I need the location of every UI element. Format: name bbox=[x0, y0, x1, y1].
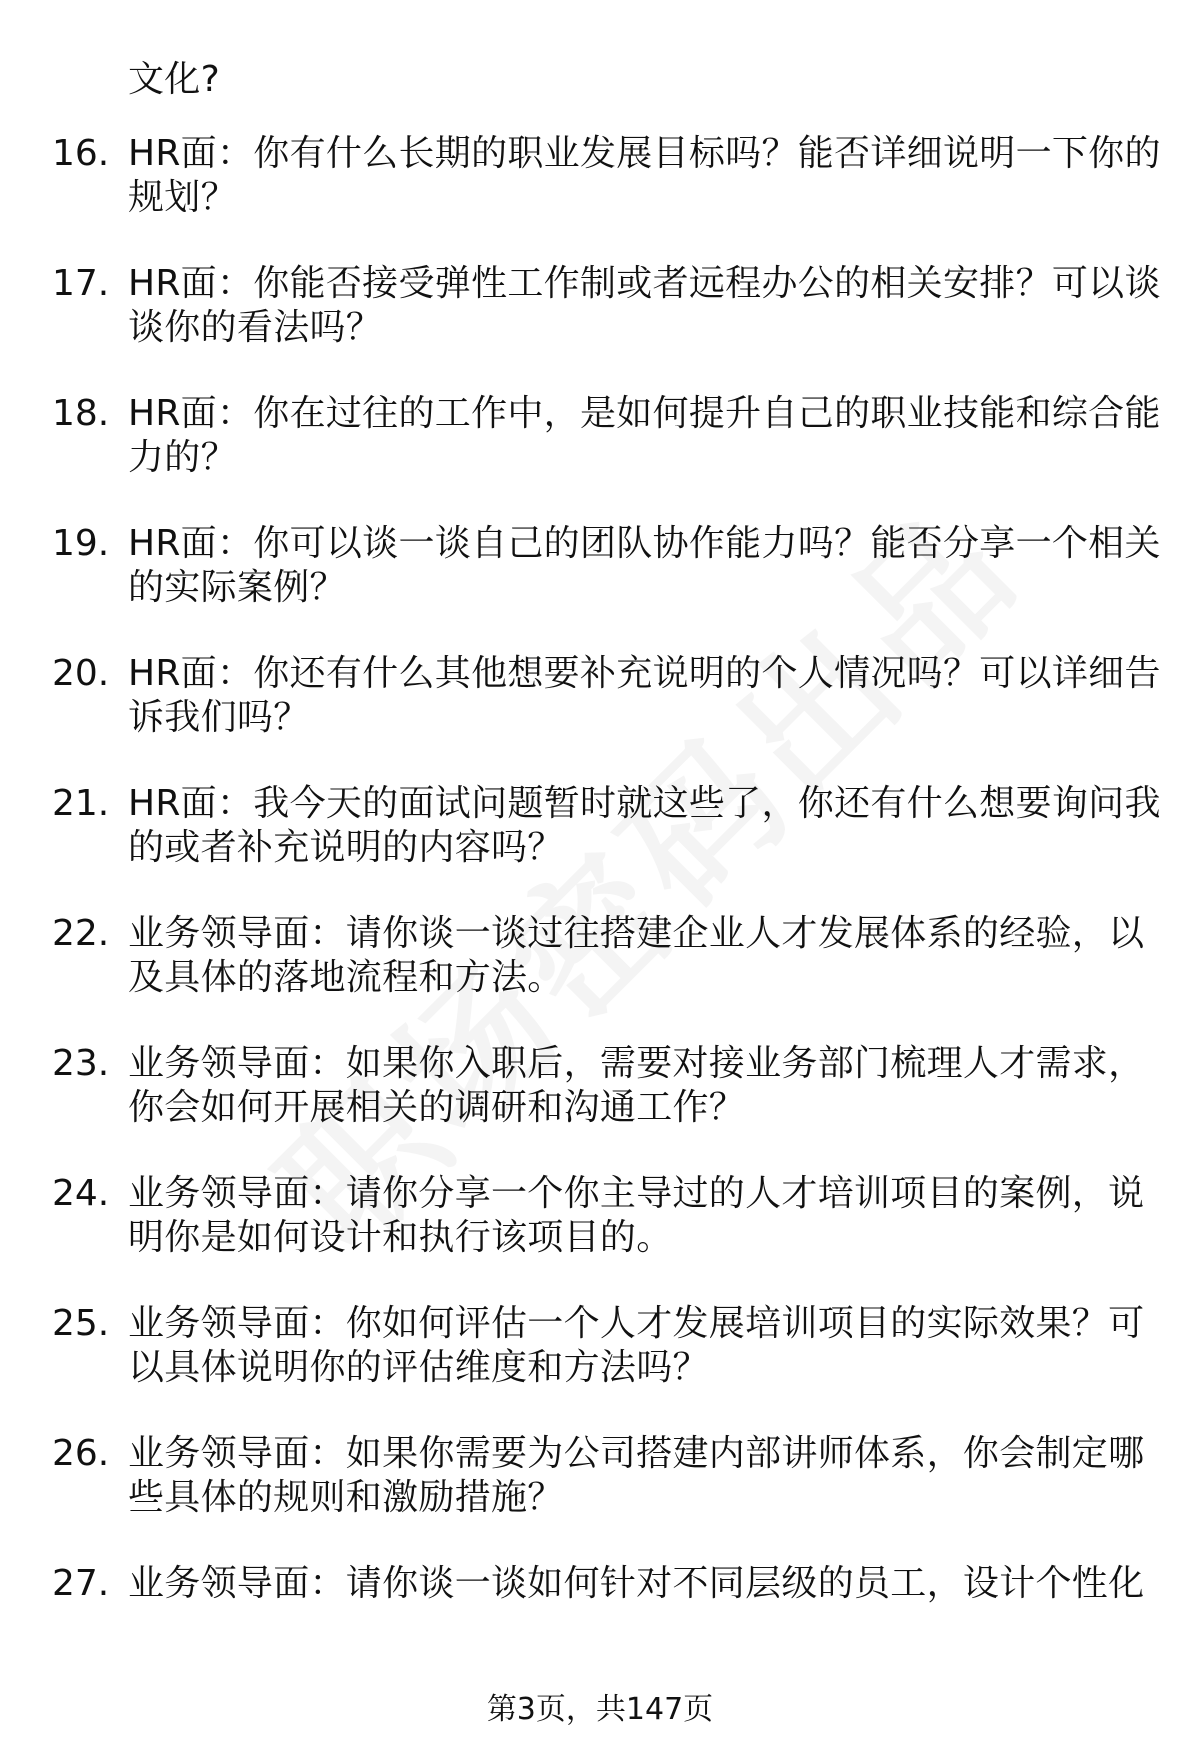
item-number: 24. bbox=[52, 1173, 110, 1214]
item-number: 17. bbox=[52, 263, 110, 304]
item-text-line1: 业务领导面：请你分享一个你主导过的人才培训项目的案例，说 bbox=[128, 1173, 1145, 1214]
item-text-line2: 规划？ bbox=[128, 177, 237, 218]
item-text-line1: 业务领导面：如果你入职后，需要对接业务部门梳理人才需求， bbox=[128, 1043, 1145, 1084]
item-number: 21. bbox=[52, 783, 110, 824]
item-text-line1: 业务领导面：如果你需要为公司搭建内部讲师体系，你会制定哪 bbox=[128, 1433, 1145, 1474]
item-text-line2: 力的？ bbox=[128, 437, 237, 478]
item-text-line2: 你会如何开展相关的调研和沟通工作？ bbox=[128, 1087, 746, 1128]
item-text-line2: 的或者补充说明的内容吗？ bbox=[128, 827, 564, 868]
item-number: 19. bbox=[52, 523, 110, 564]
item-text-line1: HR面：你能否接受弹性工作制或者远程办公的相关安排？可以谈 bbox=[128, 263, 1161, 304]
item-text-line2: 的实际案例？ bbox=[128, 567, 346, 608]
item-number: 18. bbox=[52, 393, 110, 434]
item-number: 16. bbox=[52, 133, 110, 174]
item-text-line2: 以具体说明你的评估维度和方法吗？ bbox=[128, 1347, 709, 1388]
item-text-line2: 及具体的落地流程和方法。 bbox=[128, 957, 564, 998]
item-number: 23. bbox=[52, 1043, 110, 1084]
item-number: 26. bbox=[52, 1433, 110, 1474]
item-text-line1: HR面：你可以谈一谈自己的团队协作能力吗？能否分享一个相关 bbox=[128, 523, 1161, 564]
item-text-line2: 些具体的规则和激励措施？ bbox=[128, 1477, 564, 1518]
item-text-line1: HR面：我今天的面试问题暂时就这些了，你还有什么想要询问我 bbox=[128, 783, 1161, 824]
item-text-line2: 谈你的看法吗？ bbox=[128, 307, 383, 348]
item-text-line1: 业务领导面：请你谈一谈过往搭建企业人才发展体系的经验，以 bbox=[128, 913, 1145, 954]
item-text-line2: 明你是如何设计和执行该项目的。 bbox=[128, 1217, 673, 1258]
page-footer: 第3页，共147页 bbox=[486, 1692, 714, 1727]
item-text-line1: 业务领导面：你如何评估一个人才发展培训项目的实际效果？可 bbox=[128, 1303, 1145, 1344]
continuation-text: 文化? bbox=[128, 59, 221, 100]
item-number: 22. bbox=[52, 913, 110, 954]
watermark bbox=[255, 525, 1005, 1275]
item-number: 27. bbox=[52, 1563, 110, 1604]
item-number: 20. bbox=[52, 653, 110, 694]
item-text-line1: HR面：你还有什么其他想要补充说明的个人情况吗？可以详细告 bbox=[128, 653, 1161, 694]
item-number: 25. bbox=[52, 1303, 110, 1344]
item-text-line1: HR面：你在过往的工作中，是如何提升自己的职业技能和综合能 bbox=[128, 393, 1161, 434]
item-text-line1: HR面：你有什么长期的职业发展目标吗？能否详细说明一下你的 bbox=[128, 133, 1161, 174]
item-text-line2: 诉我们吗？ bbox=[128, 697, 310, 738]
item-text-line1: 业务领导面：请你谈一谈如何针对不同层级的员工，设计个性化 bbox=[128, 1563, 1145, 1604]
